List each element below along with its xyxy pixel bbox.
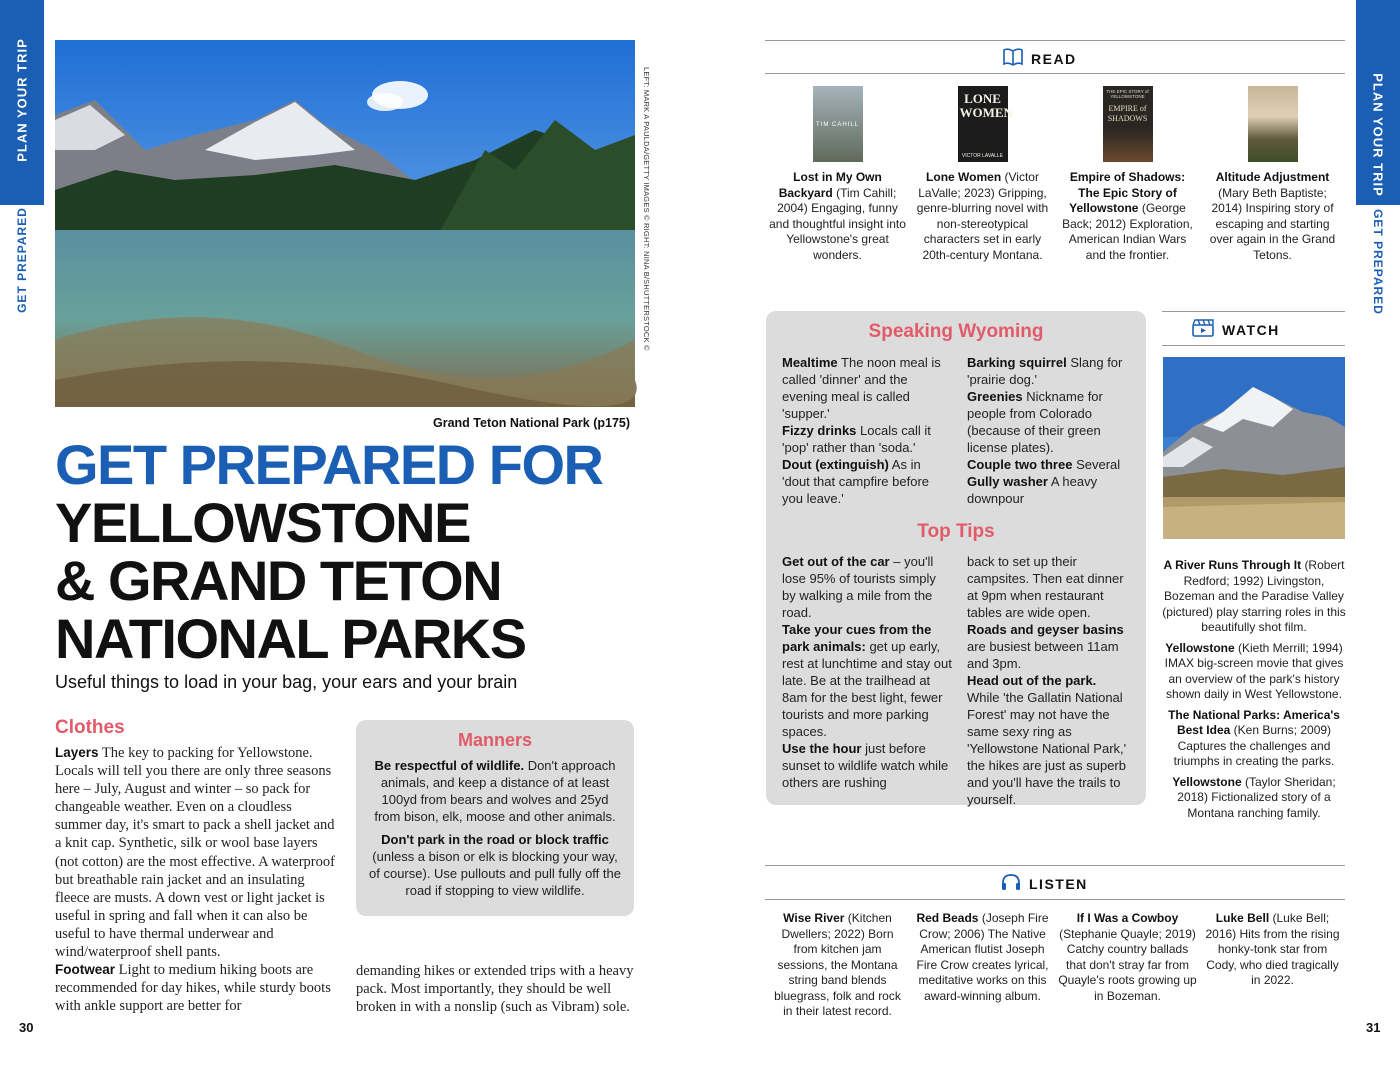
title-line-1: GET PREPARED FOR — [55, 433, 603, 496]
book-cover-lone-women — [958, 86, 1013, 162]
watch-title: The National Parks: America's Best Idea — [1168, 707, 1340, 737]
watch-title: A River Runs Through It — [1163, 558, 1302, 572]
speaking-term: Greenies — [967, 389, 1023, 404]
manners-item-2-text: (unless a bison or elk is blocking your way, of course). Use pullouts and pull fully off the road if stopping to view wildlife. — [369, 849, 621, 898]
watch-rule-bottom — [1162, 345, 1345, 346]
watch-details: (Ken Burns; 2009) Captures the challenges and triumphs in creating the parks. — [1173, 723, 1335, 768]
speaking-term: Gully washer — [967, 474, 1048, 489]
listen-rule-bottom — [765, 899, 1345, 900]
clothes-text-column-1 — [55, 744, 340, 1015]
watch-item — [1160, 708, 1348, 770]
book-title: Empire of Shadows: The Epic Story of Yellowstone — [1069, 170, 1186, 215]
tip-term: Get out of the car — [782, 554, 890, 569]
listen-item — [1055, 911, 1200, 1020]
speaking-text: Locals call it 'pop' rather than 'soda.' — [782, 423, 931, 455]
listen-title: Red Beads — [916, 911, 979, 925]
book-cover-title: EMPIRE of SHADOWS — [1107, 104, 1148, 123]
listen-rule-top — [765, 865, 1345, 866]
tips-col-left — [782, 553, 952, 791]
tip-term: Roads and geyser basins — [967, 622, 1124, 637]
watch-rule-top — [1162, 311, 1345, 312]
tip-text: just before sunset to wildlife watch while others are rushing — [782, 741, 949, 790]
read-rule-bottom — [765, 73, 1345, 74]
speaking-term: Fizzy drinks — [782, 423, 857, 438]
watch-details: (Taylor Sheridan; 2018) Fictionalized story of a Montana ranching family. — [1177, 774, 1336, 820]
tip-text: – you'll lose 95% of tourists simply by walking a mile from the road. — [782, 554, 936, 620]
hero-photo-grand-teton — [55, 40, 635, 407]
top-tips-heading: Top Tips — [917, 521, 995, 542]
tip-text: back to set up their campsites. Then eat dinner at 9pm when restaurant tables are wide open. — [967, 554, 1124, 620]
book-cover-top: THE EPIC STORY of YELLOWSTONE — [1106, 89, 1149, 99]
watch-item — [1160, 641, 1348, 703]
speaking-text: The noon meal is called 'dinner' and the evening meal is called 'supper.' — [782, 355, 941, 421]
book-cover-altitude-adjustment — [1248, 86, 1298, 162]
speaking-entry — [967, 354, 1132, 388]
listen-title: Wise River — [783, 911, 845, 925]
page-number-right: 31 — [1366, 1020, 1381, 1035]
film-clapper-icon — [1192, 319, 1214, 340]
side-tab-get-prepared-right: GET PREPARED — [1371, 209, 1385, 315]
manners-item-2 — [368, 831, 622, 899]
listen-details: (Stephanie Quayle; 2019) Catchy country ballads that don't stray far from Quayle's roots growing up in Bozeman. — [1058, 926, 1197, 1003]
footwear-term: Footwear — [55, 962, 116, 978]
photo-caption: Grand Teton National Park (p175) — [433, 416, 631, 430]
book-icon — [1003, 48, 1023, 69]
listen-item — [765, 911, 910, 1020]
page-subtitle: Useful things to load in your bag, your ears and your brain — [55, 672, 518, 692]
book-item — [1200, 86, 1345, 263]
watch-details: (Robert Redford; 1992) Livingston, Bozeman and the Paradise Valley (pictured) play starring roles in this beautifully shot film. — [1162, 558, 1346, 634]
layers-term: Layers — [55, 745, 99, 760]
book-cover-author: VICTOR LAVALLE — [961, 153, 1004, 159]
side-tab-plan-your-trip: PLAN YOUR TRIP — [14, 38, 30, 162]
book-title: Lost in My Own Backyard — [778, 170, 882, 200]
watch-title: Yellowstone — [1172, 774, 1242, 789]
tip-entry — [967, 672, 1132, 808]
listen-list — [765, 911, 1345, 1020]
tip-entry — [782, 553, 952, 621]
book-cover-text: TIM CAHILL — [815, 122, 859, 128]
tip-term: Head out of the park. — [967, 673, 1097, 688]
right-side-tab — [1356, 0, 1400, 315]
book-cover-empire-of-shadows — [1103, 86, 1153, 162]
speaking-entry — [782, 422, 952, 456]
listen-header — [1001, 873, 1088, 894]
read-books — [765, 86, 1345, 263]
listen-title: Luke Bell — [1215, 911, 1270, 925]
tip-entry — [967, 553, 1132, 621]
title-line-2: YELLOWSTONE — [55, 491, 470, 554]
watch-title: Yellowstone — [1165, 640, 1235, 655]
tip-text: are busiest between 11am and 3pm. — [967, 639, 1119, 671]
book-description — [765, 170, 910, 263]
tip-term: Use the hour — [782, 741, 862, 756]
listen-details: (Joseph Fire Crow; 2006) The Native American flutist Joseph Fire Crow creates lyrical, meditative works on this award-winning album. — [916, 911, 1049, 1003]
book-details: (Tim Cahill; 2004) Engaging, funny and thoughtful insight into Yellowstone's great wonders. — [769, 185, 906, 262]
manners-box — [356, 720, 634, 916]
speaking-text: A heavy downpour — [967, 474, 1098, 506]
watch-item — [1160, 558, 1348, 636]
listen-item — [1200, 911, 1345, 1020]
manners-item-2-term: Don't park in the road or block traffic — [381, 832, 609, 847]
footwear-text: Light to medium hiking boots are recommended for day hikes, while sturdy boots with ankle support are better for — [55, 962, 331, 1015]
side-tab-plan-your-trip-right: PLAN YOUR TRIP — [1370, 73, 1386, 197]
tip-text: get up early, rest at lunchtime and stay out late. Be at the trailhead at 8am for the best light, fewer tourists and more parking spaces. — [782, 639, 952, 739]
left-side-tab — [0, 0, 44, 313]
book-item — [1055, 86, 1200, 263]
book-cover-title: LONE WOMEN — [959, 91, 1013, 120]
speaking-term: Mealtime — [782, 355, 838, 370]
book-item — [910, 86, 1055, 263]
watch-details: (Kieth Merrill; 1994) IMAX big-screen movie that gives an overview of the park's history shown daily in West Yellowstone. — [1164, 640, 1344, 701]
speaking-wyoming-heading: Speaking Wyoming — [868, 321, 1044, 342]
speaking-text: Several — [1076, 457, 1121, 472]
listen-heading: LISTEN — [1029, 875, 1088, 892]
speaking-col-left — [782, 354, 952, 507]
speaking-entry — [782, 456, 952, 507]
speaking-entry — [967, 388, 1132, 456]
tip-text: While 'the Gallatin National Forest' may not have the same sexy ring as 'Yellowstone National Park,' the hikes are just as superb and you'll have the trails to yourself. — [967, 690, 1127, 807]
read-heading: READ — [1031, 50, 1077, 67]
listen-details: (Luke Bell; 2016) Hits from the rising honky-tonk star from Cody, who died tragically in 2022. — [1205, 911, 1340, 987]
title-line-4: NATIONAL PARKS — [55, 607, 526, 670]
side-tab-get-prepared: GET PREPARED — [15, 207, 29, 313]
speaking-tips-box — [766, 311, 1146, 805]
speaking-term: Barking squirrel — [967, 355, 1067, 370]
manners-item-1 — [368, 757, 622, 825]
read-header — [1003, 48, 1077, 69]
speaking-term: Dout (extinguish) — [782, 457, 889, 472]
watch-photo-paradise-valley — [1163, 357, 1345, 539]
book-details: (Mary Beth Baptiste; 2014) Inspiring story of escaping and starting over again in the Grand Tetons. — [1209, 185, 1336, 262]
clothes-text-column-2: demanding hikes or extended trips with a heavy pack. Most importantly, they should be well broken in with a nonslip (such as Vibram) sole. — [356, 963, 634, 1016]
title-line-3: & GRAND TETON — [55, 549, 502, 612]
speaking-entry — [782, 354, 952, 422]
manners-item-1-text: Don't approach animals, and keep a distance of at least 100yd from bears and wolves and 25yd from bison, elk, moose and other animals. — [374, 758, 616, 824]
speaking-col-right — [967, 354, 1132, 507]
manners-heading: Manners — [457, 730, 533, 750]
book-title: Lone Women — [926, 170, 1002, 184]
watch-header — [1192, 319, 1280, 340]
listen-details: (Kitchen Dwellers; 2022) Born from kitchen jam sessions, the Montana string band blends bluegrass, folk and rock in their latest record. — [774, 911, 901, 1018]
book-description — [1200, 170, 1345, 263]
tip-entry — [782, 740, 952, 791]
book-description — [910, 170, 1055, 263]
page-number-left: 30 — [19, 1020, 34, 1035]
book-cover-lost-in-my-own-backyard — [813, 86, 863, 162]
book-title: Altitude Adjustment — [1215, 170, 1330, 184]
layers-text: The key to packing for Yellowstone. Locals will tell you there are only three seasons here – July, August and winter – so pack for changeable weather. Even on a cloudless summer day, it's smart to pack a shell jacket and a knit cap. Synthetic, silk or wool base layers (not cotton) are the most effective. A waterproof but breathable rain jacket and an insulating fleece are musts. A down vest or light jacket is useful in spring and fall when it can also be useful to have thermal underwear and wind/waterproof shell pants. — [55, 745, 335, 961]
book-details: (George Back; 2012) Exploration, American Indian Wars and the frontier. — [1062, 201, 1193, 262]
speaking-text: Nickname for people from Colorado (because of their green license plates). — [967, 389, 1103, 455]
tips-col-right — [967, 553, 1132, 808]
tip-entry — [967, 621, 1132, 672]
book-description — [1055, 170, 1200, 263]
page-title — [55, 433, 655, 670]
listen-title: If I Was a Cowboy — [1076, 911, 1179, 925]
watch-heading: WATCH — [1222, 321, 1280, 338]
headphones-icon — [1001, 873, 1021, 894]
watch-list — [1160, 558, 1348, 826]
photo-credit-text: LEFT: MARK A PAULDA/GETTY IMAGES © RIGHT: NINA B/SHUTTERSTOCK © — [642, 67, 651, 351]
clothes-heading: Clothes — [55, 717, 125, 738]
book-details: (Victor LaValle; 2023) Gripping, genre-blurring novel with non-stereotypical characters set in early 20th-century Montana. — [916, 170, 1049, 262]
speaking-entry — [967, 456, 1132, 473]
watch-item — [1160, 775, 1348, 822]
book-item — [765, 86, 910, 263]
listen-item — [910, 911, 1055, 1020]
tip-entry — [782, 621, 952, 740]
speaking-text: Slang for 'prairie dog.' — [967, 355, 1123, 387]
tip-term: Take your cues from the park animals: — [782, 622, 932, 654]
read-rule-top — [765, 40, 1345, 41]
speaking-term: Couple two three — [967, 457, 1073, 472]
manners-item-1-term: Be respectful of wildlife. — [374, 758, 525, 773]
speaking-text: As in 'dout that campfire before you leave.' — [782, 457, 930, 506]
speaking-entry — [967, 473, 1132, 507]
